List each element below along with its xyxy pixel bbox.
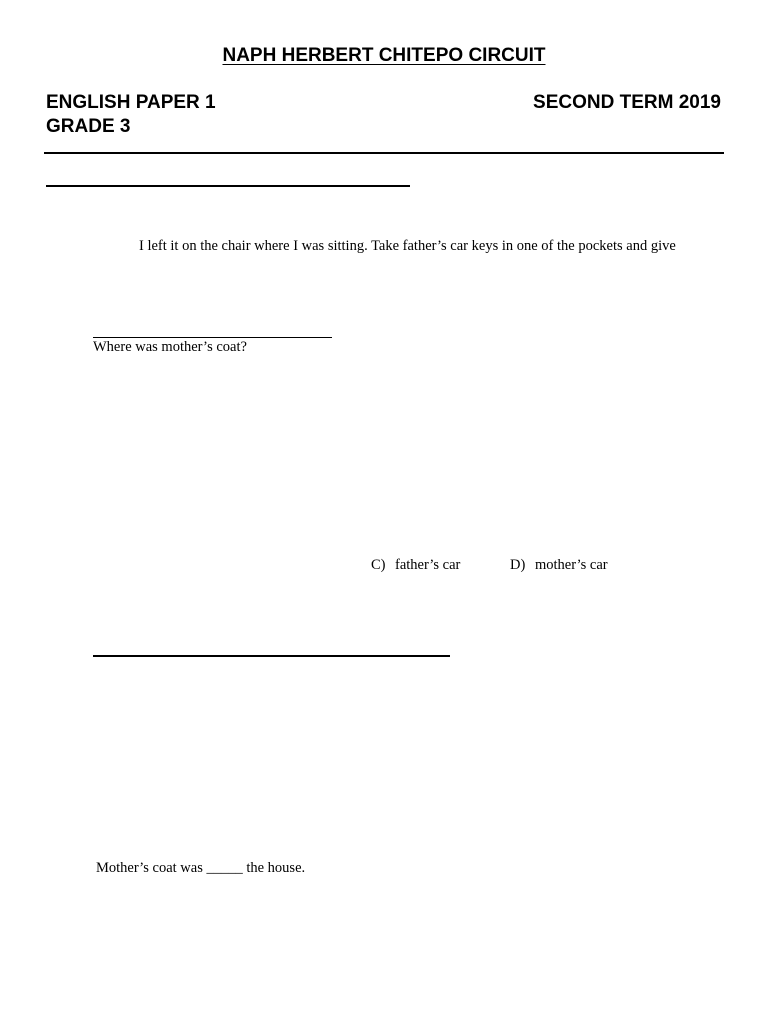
grade-label: GRADE 3 [46,116,131,137]
answer-line [93,337,332,338]
question-prompt: Where was mother’s coat? [93,339,247,355]
option-c-text: father’s car [395,557,461,573]
option-c-letter: C) [371,557,386,573]
section-blank-line [93,655,450,657]
paper-title: ENGLISH PAPER 1 [46,92,216,113]
option-d-letter: D) [510,557,526,573]
circuit-title: NAPH HERBERT CHITEPO CIRCUIT [222,45,546,66]
passage-text: I left it on the chair where I was sitting. Take father’s car keys in one of the pockets and give [139,238,676,254]
option-d-text: mother’s car [535,557,608,573]
header-divider [44,152,724,154]
term-label: SECOND TERM 2019 [533,92,721,113]
fill-in-sentence: Mother’s coat was _____ the house. [96,860,306,876]
name-blank-line [46,185,410,187]
